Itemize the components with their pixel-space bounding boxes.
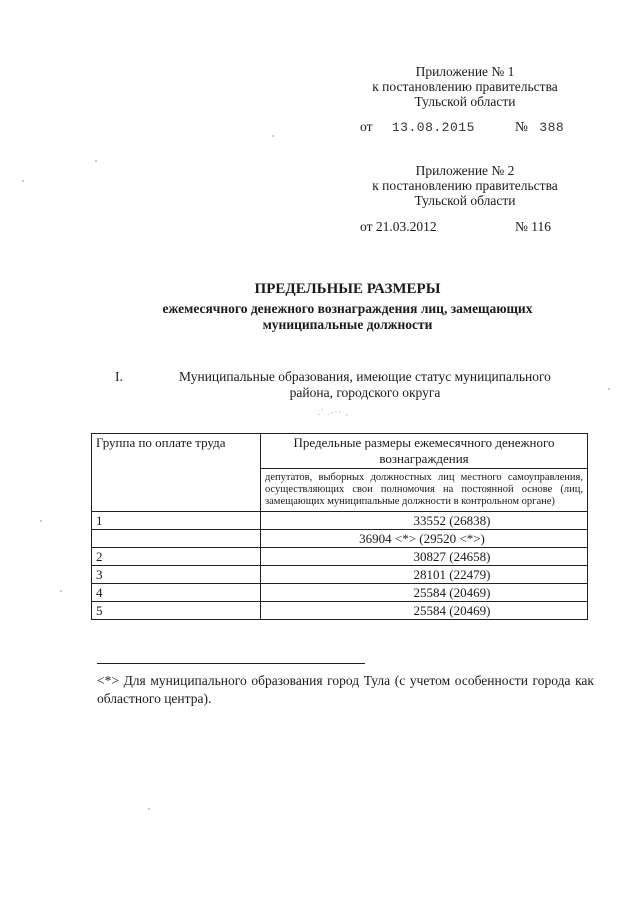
row-group: 2 (92, 548, 261, 566)
appendix-1-date-stamp: 13.08.2015 (391, 120, 475, 135)
appendix-1-header (360, 64, 570, 109)
table-row (92, 530, 588, 548)
scan-speck (22, 180, 24, 182)
header-limits: Предельные размеры ежемесячного денежного вознаграждения (261, 434, 588, 469)
row-value: 25584 (20469) (261, 602, 588, 620)
scan-speck (148, 808, 150, 810)
table-row (92, 602, 588, 620)
row-group (92, 530, 261, 548)
row-value: 36904 <*> (29520 <*>) (261, 530, 588, 548)
table-row (92, 512, 588, 530)
title-line-3: муниципальные должности (262, 317, 433, 332)
appendix-1-number-label: № (515, 119, 528, 134)
table-row (92, 548, 588, 566)
section-heading-line-1: Муниципальные образования, имеющие статус муниципального (179, 369, 551, 384)
appendix-1-region: Тульской области (414, 94, 516, 109)
appendix-2-header (360, 163, 570, 208)
appendix-2-date: от 21.03.2012 (360, 219, 437, 234)
row-value: 33552 (26838) (261, 512, 588, 530)
scan-speck (40, 520, 42, 522)
appendix-2-region: Тульской области (414, 193, 516, 208)
title-line-1: ПРЕДЕЛЬНЫЕ РАЗМЕРЫ (254, 281, 441, 297)
appendix-1-ref: к постановлению правительства (372, 79, 558, 94)
table-row (92, 584, 588, 602)
row-group: 1 (92, 512, 261, 530)
row-value: 25584 (20469) (261, 584, 588, 602)
appendix-1-date (360, 119, 475, 135)
table-row (92, 566, 588, 584)
scan-speck (608, 388, 610, 390)
footnote-text: <*> Для муниципального образования город Тула (с учетом особенности города как областного центра). (97, 673, 594, 706)
header-pay-group: Группа по оплате труда (92, 434, 261, 512)
appendix-1-number (515, 119, 564, 135)
scan-speck (95, 160, 97, 162)
section-heading-line-2: района, городского округа (289, 385, 441, 400)
section-numeral: I. (115, 369, 123, 384)
row-group: 4 (92, 584, 261, 602)
appendix-1-number-stamp: 388 (539, 120, 565, 135)
row-value: 28101 (22479) (261, 566, 588, 584)
appendix-2-title: Приложение № 2 (415, 163, 515, 178)
scan-smudge: .' .-·· , (318, 407, 349, 417)
appendix-1-title: Приложение № 1 (415, 64, 515, 79)
document-title (95, 281, 600, 333)
appendix-2-number: № 116 (515, 219, 552, 234)
appendix-2-ref: к постановлению правительства (372, 178, 558, 193)
scan-speck (60, 590, 62, 592)
scan-speck (272, 135, 274, 137)
row-value: 30827 (24658) (261, 548, 588, 566)
row-group: 5 (92, 602, 261, 620)
header-deputies: депутатов, выборных должностных лиц местного самоуправления, осуществляющих свои полномочия на постоянной основе (лиц, замещающих муниципальные должности в контрольном органе) (261, 469, 588, 512)
appendix-1-date-label: от (360, 119, 373, 134)
footnote-separator (97, 663, 365, 664)
salary-limits-table (91, 433, 588, 620)
section-heading (150, 369, 580, 401)
title-line-2: ежемесячного денежного вознаграждения лиц, замещающих (162, 301, 533, 316)
table-header-row (92, 434, 588, 469)
row-group: 3 (92, 566, 261, 584)
